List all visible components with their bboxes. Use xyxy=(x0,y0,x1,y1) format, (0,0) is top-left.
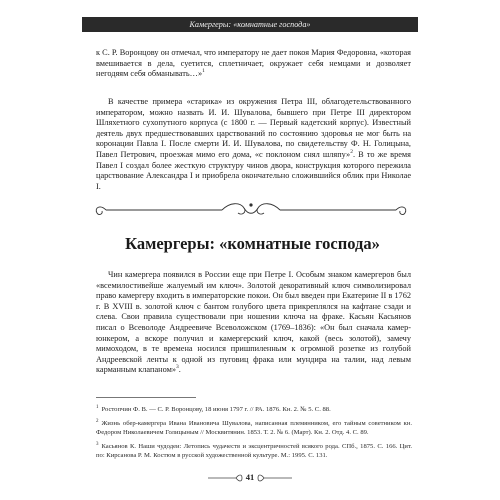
footnote-ref-2[interactable]: 2 xyxy=(350,149,353,156)
paragraph-3-text: Чин камергера появился в России еще при Петре I. Особым знаком камергеров был «всемилостивейше жалуемый им ключ». Золотой декоративный ключ символизировал право камергеру входить в императорские покои. Он был введен при Екатерине II в 1762 г. В XVIII в. золотой ключ с бантом голубого цвета прикреплялся на кафтане сзади и слева. Свои правила существовали при ношении ключа на фраке. Касьян Касьянов писал о Всеволоде Андреевиче Всеволожском (1769–1836): «Он был сначала камер-юнкером, а вскоре получил и камергерский ключ, какой (весь золотой), замечу мимоходом, в те времена носился пришпиленным к огромной розетке из голубой Андреевской ленты к одной из пуговиц фрака или мундира на талии, над левым карманным клапаном» xyxy=(96,270,411,375)
paragraph-2-text: В качестве примера «старика» из окружения Петра III, облагодетельствованного императором, можно назвать И. И. Шувалова, бывшего при Петре III директором Шляхетного сухопутного корпуса (с 1800 г. — Первый кадетский корпус). Известный деятель двух предшествовавших царствований по состоянию здоровья не мог быть на коронации Павла I. После смерти И. И. Шувалова, по свидетельству Ф. Н. Голицына, Павел Петрович, проезжая мимо его дома, «с поклоном снял шляпу» xyxy=(96,97,411,159)
footnote-text: Касьянов К. Наши чудодеи: Летопись чудачеств и эксцентричностей всякого рода. СПб., 1875. С. 166. Цит. по: Кирсанова Р. М. Костюм в русской художественной культуре. М.: 1995. С. 131. xyxy=(96,443,412,460)
footnote-number: 3 xyxy=(96,442,99,448)
paragraph-2 xyxy=(96,97,411,192)
footnotes xyxy=(96,404,412,464)
footnote-number: 2 xyxy=(96,419,99,425)
footnote-ref-3[interactable]: 3 xyxy=(175,364,179,371)
page-number: 41 xyxy=(245,472,255,482)
footnote-text: Ростопчин Ф. В. — С. Р. Воронцову, 18 июня 1797 г. // РА. 1876. Кн. 2. № 5. С. 88. xyxy=(101,406,331,414)
running-header: Камергеры: «комнатные господа» xyxy=(82,17,418,32)
paragraph-1-text: к С. Р. Воронцову он отмечал, что императору не дает покоя Мария Федоровна, «которая вмешивается в дела, суетится, сплетничает, окружает себя немцами и дозволяет негодяям себя обманывать…» xyxy=(96,48,411,79)
paragraph-3-text-end: . xyxy=(178,365,181,375)
footnote-number: 1 xyxy=(96,405,99,410)
footnote-text: Жизнь обер-камергера Ивана Ивановича Шувалова, написанная племянником, его тайным советником кн. Федором Николаевичем Голицыным // Москвитянин. 1853. Т. 2. № 6. (Март). Кн. 2. Отд. 4. С. 89. xyxy=(96,420,412,437)
paragraph-3 xyxy=(96,270,411,376)
footnote-separator xyxy=(96,397,196,398)
footnote-ref-1[interactable]: 1 xyxy=(202,68,205,75)
footnote-1 xyxy=(96,404,412,415)
footnote-3 xyxy=(96,441,412,461)
paragraph-2-text-continued: . В то же время Павел I создал более жесткую структуру чинов двора, конструкция которого пережила царствование Александра I и приобрела окончательно сложившийся облик при Николае I. xyxy=(96,149,411,191)
page-number-block xyxy=(200,471,300,485)
section-divider-ornament xyxy=(92,199,410,221)
section-title: Камергеры: «комнатные господа» xyxy=(125,234,380,253)
footnote-2 xyxy=(96,418,412,438)
paragraph-1 xyxy=(96,48,411,80)
